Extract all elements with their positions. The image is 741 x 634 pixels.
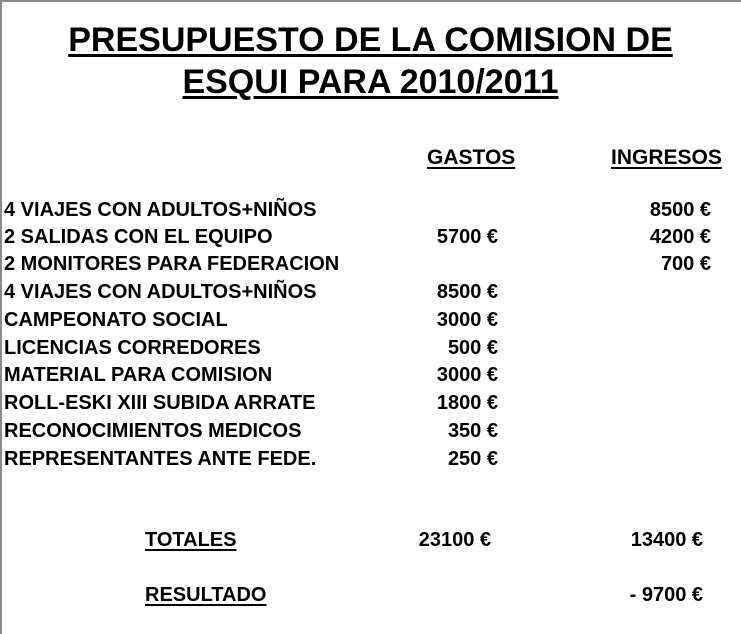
row-concept: LICENCIAS CORREDORES: [4, 337, 261, 359]
totals-ingresos: 13400 €: [630, 529, 703, 551]
row-gastos: 500 €: [447, 337, 498, 359]
row-ingresos: 8500 €: [649, 199, 711, 221]
table-row: [0, 279, 741, 306]
row-gastos: 3000 €: [436, 309, 498, 331]
table-row: [0, 335, 741, 362]
row-concept: 2 MONITORES PARA FEDERACION: [4, 253, 340, 275]
row-ingresos: 4200 €: [649, 226, 711, 248]
row-concept: ROLL-ESKI XIII SUBIDA ARRATE: [4, 392, 316, 414]
table-row: [0, 197, 741, 224]
title-line-2: ESQUI PARA 2010/2011: [182, 63, 559, 101]
header-gastos: GASTOS: [427, 146, 516, 169]
table-row: [0, 251, 741, 278]
table-row: [0, 446, 741, 473]
row-concept: 2 SALIDAS CON EL EQUIPO: [4, 226, 273, 248]
title-line-1: PRESUPUESTO DE LA COMISION DE: [68, 21, 673, 59]
row-gastos: 3000 €: [436, 364, 498, 386]
totals-gastos: 23100 €: [418, 529, 491, 551]
row-concept: RECONOCIMIENTOS MEDICOS: [4, 420, 302, 442]
row-gastos: 5700 €: [436, 226, 498, 248]
totals-label: TOTALES: [145, 529, 237, 551]
row-concept: CAMPEONATO SOCIAL: [4, 309, 228, 331]
result-label: RESULTADO: [145, 584, 267, 606]
header-ingresos: INGRESOS: [611, 146, 722, 169]
row-concept: REPRESENTANTES ANTE FEDE.: [4, 448, 317, 470]
row-concept: 4 VIAJES CON ADULTOS+NIÑOS: [4, 199, 317, 221]
result-value: - 9700 €: [629, 584, 703, 606]
row-gastos: 8500 €: [436, 281, 498, 303]
row-gastos: 250 €: [447, 448, 498, 470]
row-concept: 4 VIAJES CON ADULTOS+NIÑOS: [4, 281, 317, 303]
table-row: [0, 418, 741, 445]
table-row: [0, 390, 741, 417]
row-gastos: 350 €: [447, 420, 498, 442]
table-row: [0, 224, 741, 251]
table-row: [0, 307, 741, 334]
row-ingresos: 700 €: [660, 253, 711, 275]
row-gastos: 1800 €: [436, 392, 498, 414]
row-concept: MATERIAL PARA COMISION: [4, 364, 273, 386]
table-row: [0, 362, 741, 389]
